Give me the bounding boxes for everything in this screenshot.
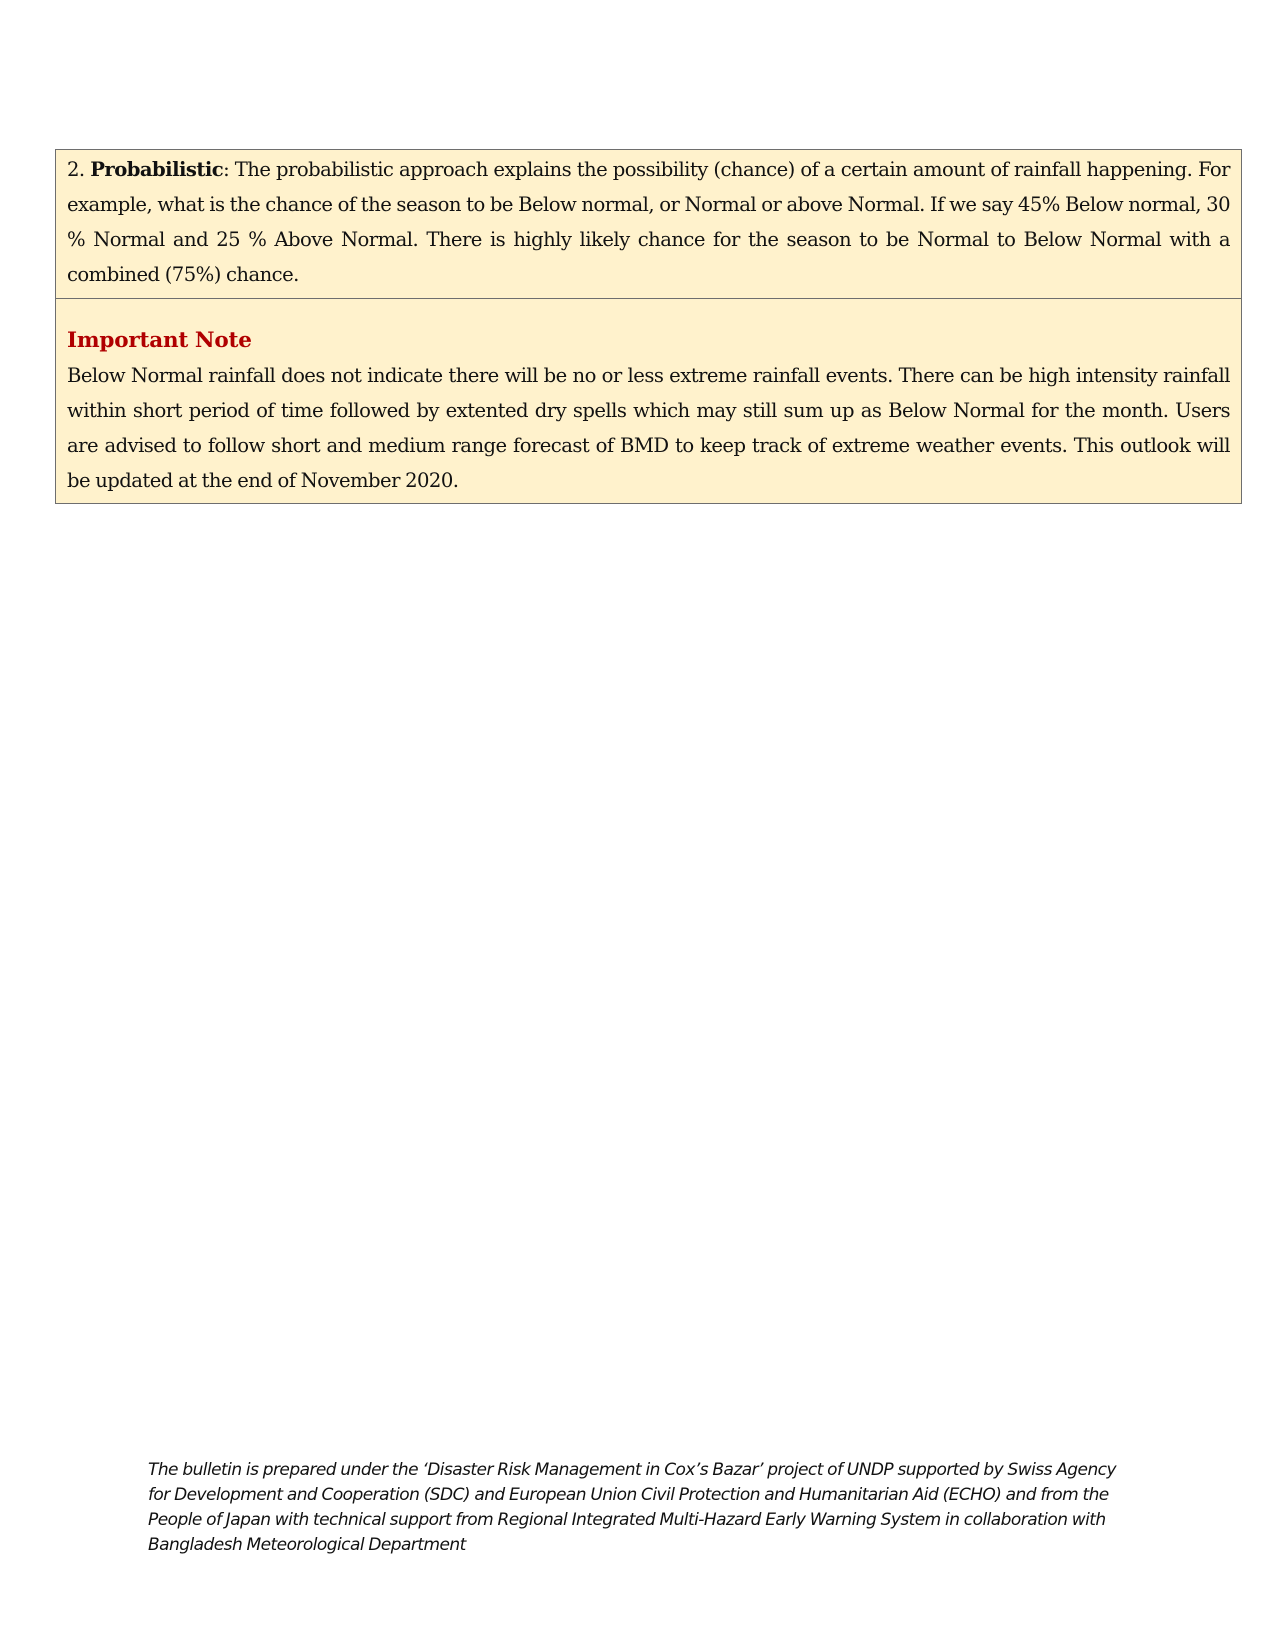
important-note-heading: Important Note <box>67 328 252 353</box>
probabilistic-cell <box>56 150 1241 299</box>
item-number: 2. <box>67 158 85 181</box>
important-note-cell <box>56 299 1241 503</box>
probabilistic-text: : The probabilistic approach explains the possibility (chance) of a certain amount of rainfall happening. For example, what is the chance of the season to be Below normal, or Normal or above Normal. If we say 45% Below normal, 30 % Normal and 25 % Above Normal. There is highly likely chance for the season to be Normal to Below Normal with a combined (75%) chance. <box>67 158 1230 286</box>
info-table <box>55 149 1242 504</box>
probabilistic-term: Probabilistic <box>90 158 224 181</box>
footer-bulletin-note: The bulletin is prepared under the ‘Disaster Risk Management in Cox’s Bazar’ project of UNDP supported by Swiss Agency for Development and Cooperation (SDC) and European Union Civil Protection and Humanitarian Aid (ECHO) and from the People of Japan with technical support from Regional Integrated Multi-Hazard Early Warning System in collaboration with Bangladesh Meteorological Department <box>148 1460 1116 1555</box>
important-note-text: Below Normal rainfall does not indicate there will be no or less extreme rainfall events. There can be high intensity rainfall within short period of time followed by extented dry spells which may still sum up as Below Normal for the month. Users are advised to follow short and medium range forecast of BMD to keep track of extreme weather events. This outlook will be updated at the end of November 2020. <box>67 364 1230 492</box>
